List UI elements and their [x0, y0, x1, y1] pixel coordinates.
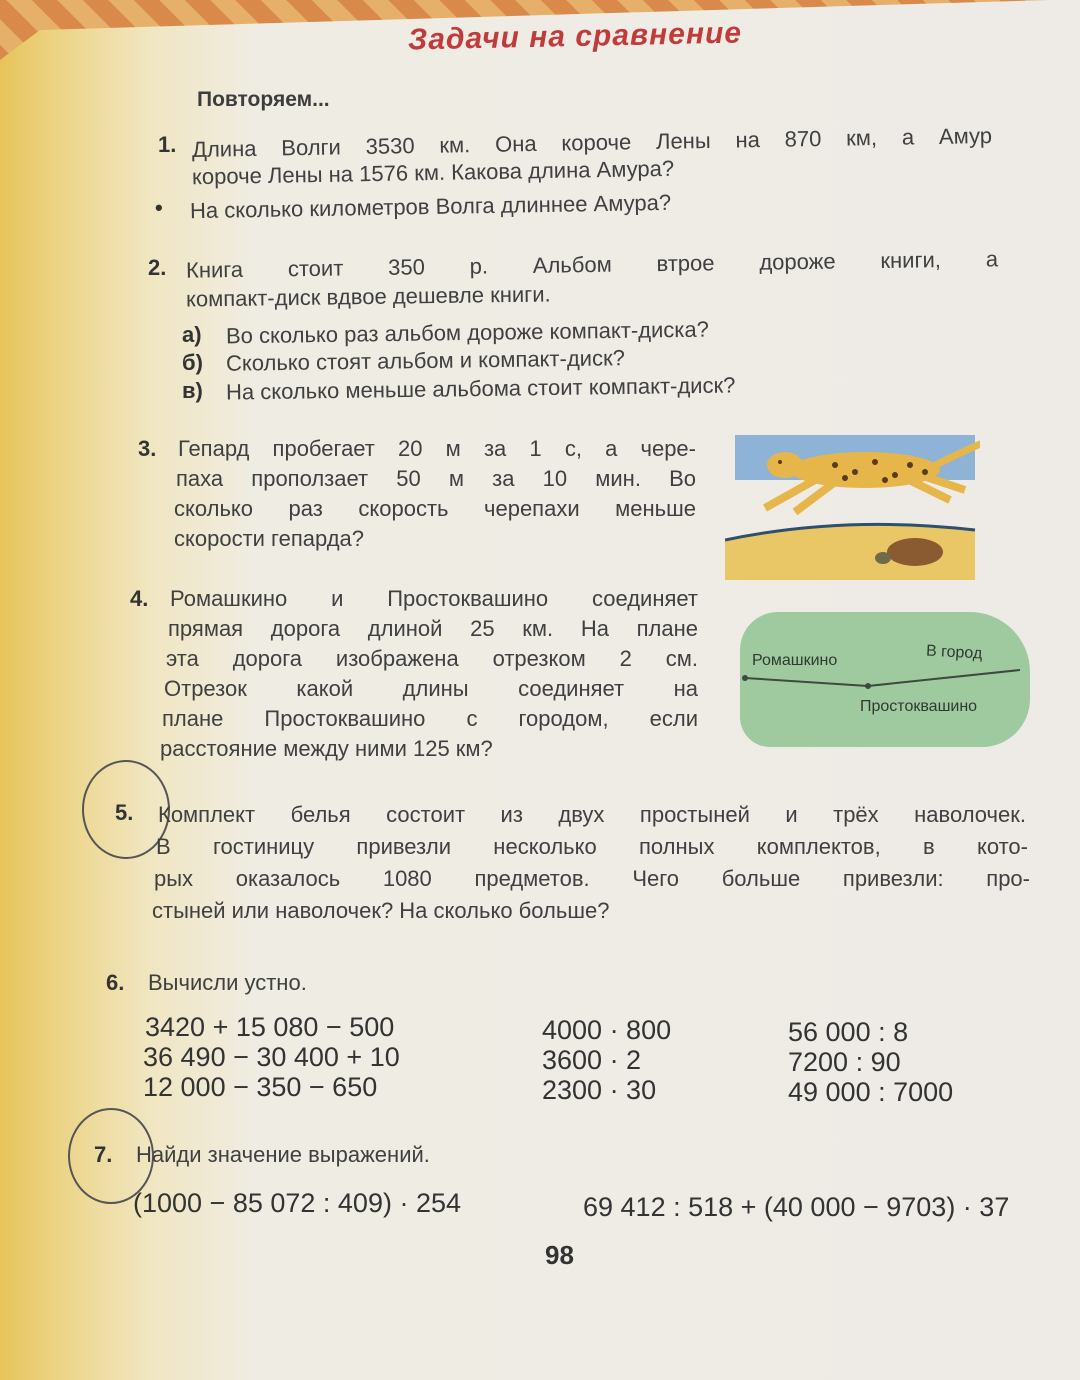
cheetah-turtle-illustration [725, 420, 980, 580]
map-label-to-city: В город [925, 642, 983, 663]
problem-4-line-1: Ромашкино и Простоквашино соединяет [170, 586, 698, 611]
problem-6-number: 6. [106, 970, 125, 995]
calc-col3-row2: 7200 : 90 [788, 1047, 901, 1077]
prostokvashino-point [865, 683, 871, 689]
problem-2-line-1: Книга стоит 350 р. Альбом втрое дороже книги, а [185, 246, 999, 283]
problem-4-line-4: Отрезок какой длины соединяет на [164, 676, 698, 701]
problem-2a-text: Во сколько раз альбом дороже компакт-диска? [225, 316, 710, 349]
problem-4-line-3: эта дорога изображена отрезком 2 см. [166, 646, 698, 671]
problem-3-line-3: сколько раз скорость черепахи меньше [174, 496, 696, 521]
turtle-head [875, 552, 891, 564]
problem-7-text: Найди значение выражений. [136, 1142, 430, 1167]
route-map [740, 612, 1030, 747]
problem-3-line-2: паха проползает 50 м за 10 мин. Во [176, 466, 696, 491]
problem-4-line-6: расстояние между ними 125 км? [160, 736, 493, 761]
problem-3-line-1: Гепард пробегает 20 м за 1 с, а чере- [178, 436, 696, 461]
problem-2b-label: б) [182, 350, 203, 375]
calc-col3-row3: 49 000 : 7000 [788, 1077, 954, 1107]
romashkino-point [742, 675, 748, 681]
problem-3-number: 3. [138, 436, 157, 461]
calc-col1-row2: 36 490 − 30 400 + 10 [143, 1042, 400, 1072]
turtle-shell [887, 538, 943, 566]
problem-5-line-2: В гостиницу привезли несколько полных комплектов, в кото- [156, 834, 1028, 859]
problem-2v-label: в) [182, 378, 203, 403]
section-heading: Повторяем... [197, 88, 330, 111]
page-number: 98 [545, 1240, 574, 1270]
problem-2a-label: а) [182, 322, 202, 347]
problem-6-text: Вычисли устно. [148, 970, 307, 995]
problem-4-line-5: плане Простоквашино с городом, если [162, 706, 698, 731]
expression-2: 69 412 : 518 + (40 000 − 9703) · 37 [583, 1192, 1010, 1222]
expression-1: (1000 − 85 072 : 409) · 254 [133, 1188, 461, 1218]
calc-col2-row3: 2300 · 30 [542, 1075, 657, 1105]
problem-2b-text: Сколько стоят альбом и компакт-диск? [225, 345, 626, 376]
calc-col3-row1: 56 000 : 8 [788, 1017, 909, 1047]
problem-1-line-2: короче Лены на 1576 км. Какова длина Амура? [191, 155, 675, 190]
page-title: Задачи на сравнение [407, 16, 743, 57]
calc-col2-row1: 4000 · 800 [542, 1015, 672, 1045]
calc-col2-row2: 3600 · 2 [542, 1045, 642, 1075]
problem-5-line-1: Комплект белья состоит из двух простыней и трёх наволочек. [158, 802, 1026, 827]
map-label-romashkino: Ромашкино [752, 652, 838, 669]
calc-col1-row3: 12 000 − 350 − 650 [143, 1072, 378, 1102]
route-lines [740, 612, 1030, 747]
problem-1-bullet: • [155, 195, 163, 220]
problem-3-line-4: скорости гепарда? [174, 526, 365, 551]
problem-5-line-3: рых оказалось 1080 предметов. Чего больше привезли: про- [154, 866, 1030, 891]
problem-2-number: 2. [148, 255, 167, 280]
problem-2v-text: На сколько меньше альбома стоит компакт-диск? [225, 372, 736, 405]
problem-5-line-4: стыней или наволочек? На сколько больше? [152, 898, 610, 923]
problem-4-line-2: прямая дорога длиной 25 км. На плане [168, 616, 698, 641]
problem-4-number: 4. [130, 586, 149, 611]
calc-col1-row1: 3420 + 15 080 − 500 [145, 1012, 395, 1042]
map-label-prostokvashino: Простоквашино [860, 698, 978, 715]
cheetah-head [767, 452, 803, 478]
problem-7-number: 7. [94, 1142, 113, 1167]
problem-1-number: 1. [158, 132, 177, 157]
problem-2-line-2: компакт-диск вдвое дешевле книги. [185, 281, 551, 312]
problem-1-line-1: Длина Волги 3530 км. Она короче Лены на 870 км, а Амур [191, 123, 993, 162]
problem-5-number: 5. [115, 800, 134, 825]
problem-1-question: На сколько километров Волга длиннее Амура? [189, 189, 672, 224]
